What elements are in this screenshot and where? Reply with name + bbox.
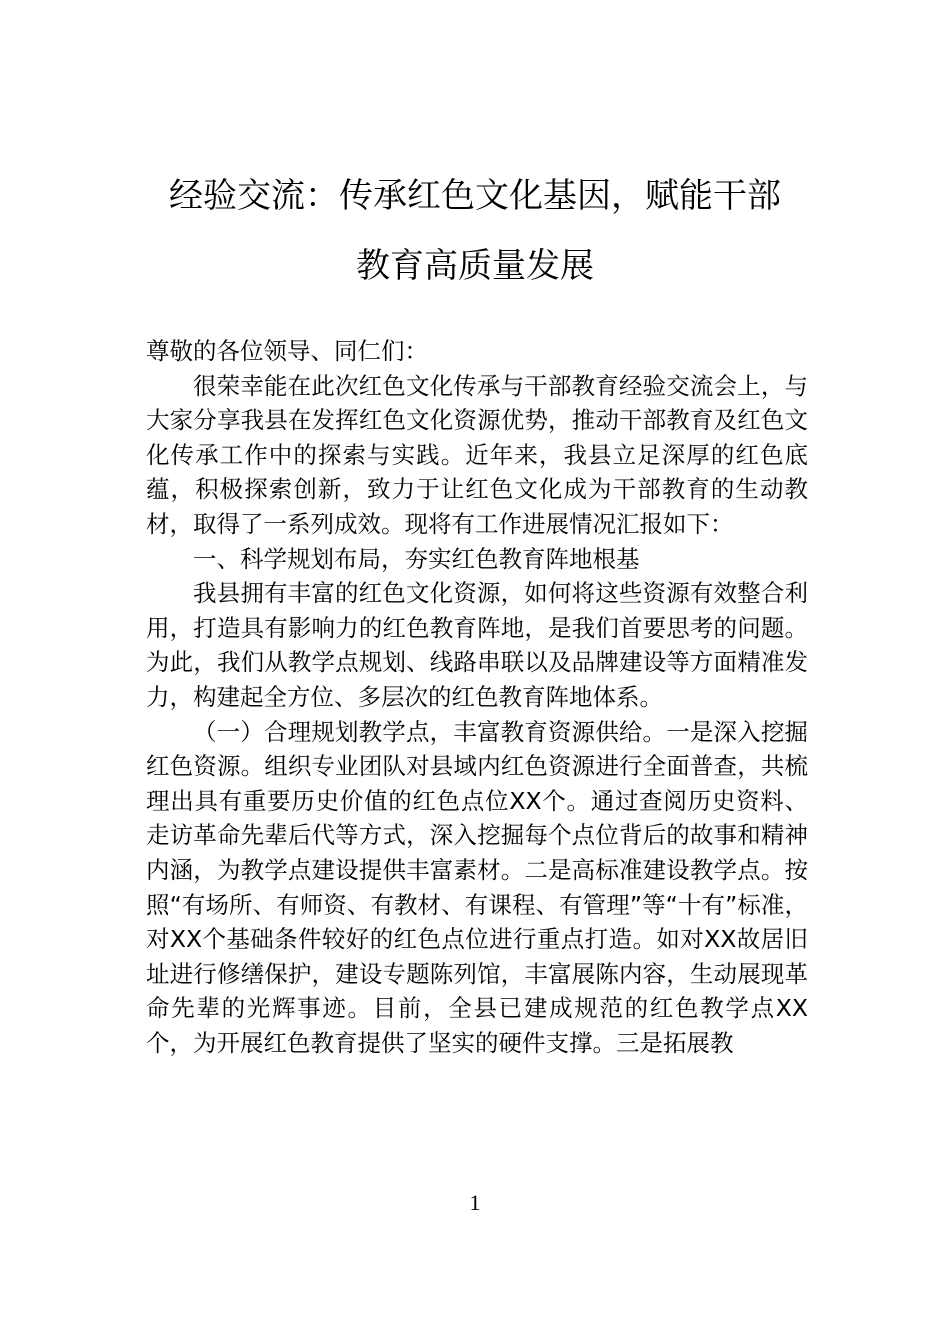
page-number: 1	[469, 1190, 481, 1215]
document-title-line-1: 经验交流：传承红色文化基因，赋能干部	[169, 176, 781, 216]
paragraph-intro: 很荣幸能在此次红色文化传承与干部教育经验交流会上，与大家分享我县在发挥红色文化资源优势，推动干部教育及红色文化传承工作中的探索与实践。近年来，我县立足深厚的红色底蕴，积极探索创新，致力于让红色文化成为干部教育的生动教材，取得了一系列成效。现将有工作进展情况汇报如下：	[146, 371, 808, 538]
section-heading-1: 一、科学规划布局，夯实红色教育阵地根基	[193, 544, 640, 573]
paragraph-section-1: 我县拥有丰富的红色文化资源，如何将这些资源有效整合利用，打造具有影响力的红色教育阵地，是我们首要思考的问题。为此，我们从教学点规划、线路串联以及品牌建设等方面精准发力，构建起全方位、多层次的红色教育阵地体系。	[146, 579, 808, 711]
paragraph-subsection-1: （一）合理规划教学点，丰富教育资源供给。一是深入挖掘红色资源。组织专业团队对县域内红色资源进行全面普查，共梳理出具有重要历史价值的红色点位XX个。通过查阅历史资料、走访革命先辈后代等方式，深入挖掘每个点位背后的故事和精神内涵，为教学点建设提供丰富素材。二是高标准建设教学点。按照“有场所、有师资、有教材、有课程、有管理”等“十有”标准，对XX个基础条件较好的红色点位进行重点打造。如对XX故居旧址进行修缮保护，建设专题陈列馆，丰富展陈内容，生动展现革命先辈的光辉事迹。目前，全县已建成规范的红色教学点XX个，为开展红色教育提供了坚实的硬件支撑。三是拓展教	[146, 717, 808, 1057]
salutation: 尊敬的各位领导、同仁们：	[146, 337, 428, 365]
document-body	[146, 334, 808, 1060]
document-title-line-2: 教育高质量发展	[356, 246, 594, 286]
